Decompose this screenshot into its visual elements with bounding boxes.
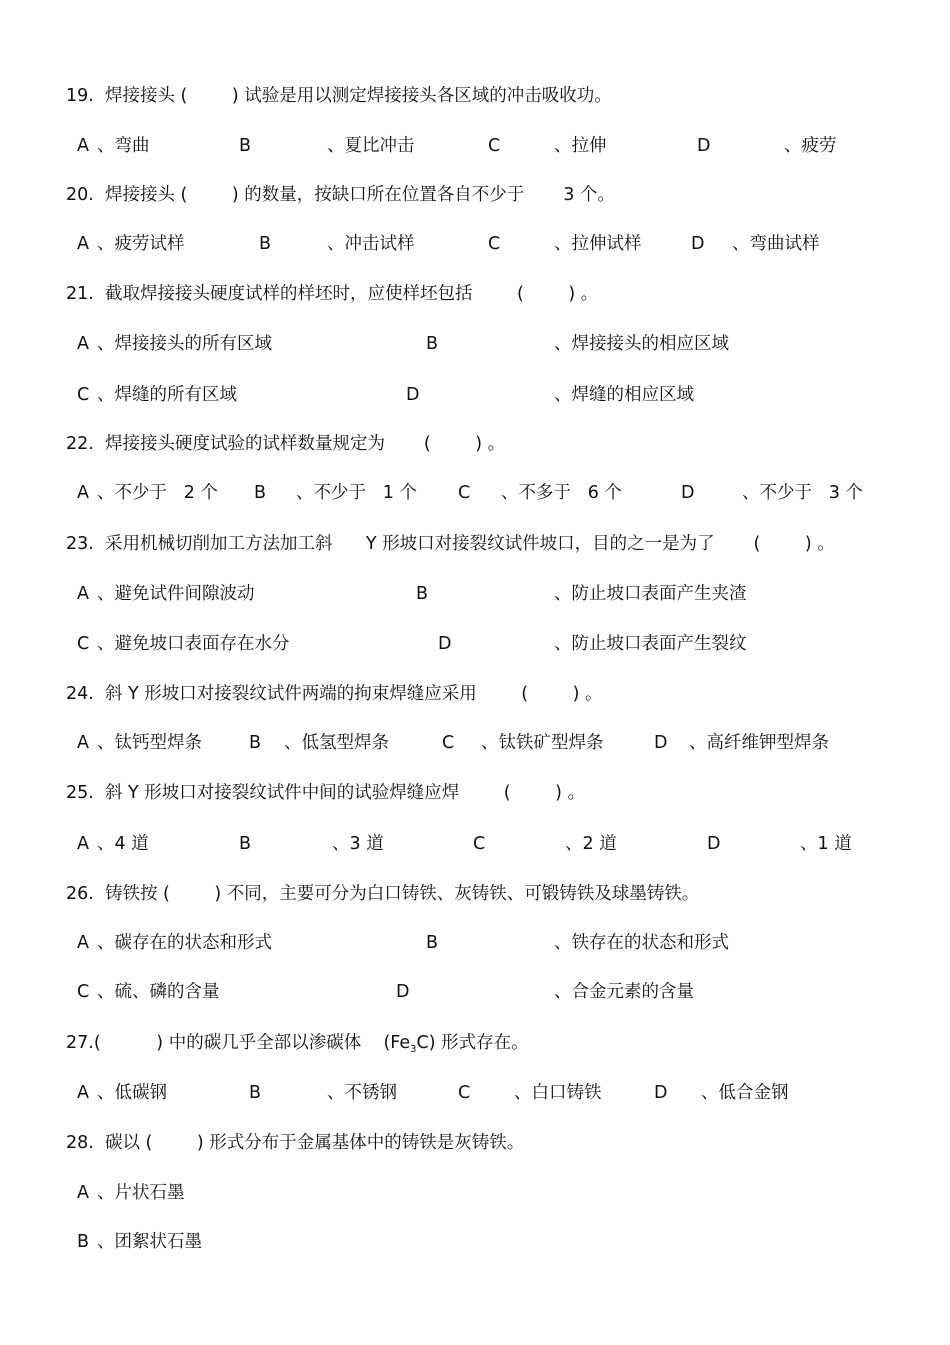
option-b-text: 、防止坡口表面产生夹渣 <box>554 584 747 604</box>
question-stem: 斜 Y 形坡口对接裂纹试件两端的拘束焊缝应采用 ( ) 。 <box>104 684 603 704</box>
option-a-text: 、碳存在的状态和形式 <box>97 933 272 953</box>
question-number: 22. <box>66 434 94 454</box>
option-b-text: 、焊接接头的相应区域 <box>554 334 729 354</box>
option-a-letter: A <box>77 834 89 854</box>
question-stem: 碳以 ( ) 形式分布于金属基体中的铸铁是灰铸铁。 <box>104 1133 525 1153</box>
option-c-text: 、避免坡口表面存在水分 <box>97 634 290 654</box>
option-b-letter: B <box>426 933 439 953</box>
option-a-letter: A <box>77 1183 89 1203</box>
option-d-letter: D <box>406 385 420 405</box>
option-d-letter: D <box>396 982 410 1002</box>
option-c-text: 、白口铸铁 <box>514 1083 602 1103</box>
question-number: 20. <box>66 185 94 205</box>
option-a-text: 、焊接接头的所有区域 <box>97 334 272 354</box>
option-c-text: 、不多于 6 个 <box>501 483 622 503</box>
question-25 <box>66 781 585 805</box>
question-26 <box>66 882 699 906</box>
option-c-text: 、焊缝的所有区域 <box>97 385 237 405</box>
question-number: 24. <box>66 684 94 704</box>
option-d-letter: D <box>697 136 711 156</box>
question-number: 19. <box>66 86 94 106</box>
question-28 <box>66 1131 524 1155</box>
option-d-letter: D <box>654 733 668 753</box>
option-b-text: 、铁存在的状态和形式 <box>554 933 729 953</box>
option-a-text: 、低碳钢 <box>97 1083 167 1103</box>
option-c-text: 、拉伸 <box>554 136 607 156</box>
option-d-text: 、焊缝的相应区域 <box>554 385 694 405</box>
question-stem: ( ) 中的碳几乎全部以渗碳体 (Fe <box>93 1033 411 1053</box>
question-24 <box>66 682 603 706</box>
question-number: 26. <box>66 884 94 904</box>
option-b-letter: B <box>77 1232 90 1252</box>
option-b-letter: B <box>254 483 267 503</box>
option-c-letter: C <box>488 136 501 156</box>
question-number: 23. <box>66 534 94 554</box>
option-a-text: 、弯曲 <box>97 136 150 156</box>
option-c-text: 、硫、磷的含量 <box>97 982 220 1002</box>
option-a-letter: A <box>77 136 89 156</box>
option-b-letter: B <box>249 733 262 753</box>
question-stem: 铸铁按 ( ) 不同，主要可分为白口铸铁、灰铸铁、可锻铸铁及球墨铸铁。 <box>104 884 700 904</box>
option-a-text: 、避免试件间隙波动 <box>97 584 255 604</box>
option-a-letter: A <box>77 933 89 953</box>
question-stem: 截取焊接接头硬度试样的样坯时，应使样坯包括 ( ) 。 <box>104 284 599 304</box>
option-c-letter: C <box>77 634 90 654</box>
option-c-letter: C <box>473 834 486 854</box>
question-number: 25. <box>66 783 94 803</box>
question-stem-end: C) 形式存在。 <box>416 1033 529 1053</box>
option-b-letter: B <box>426 334 439 354</box>
option-a-text: 、疲劳试样 <box>97 234 185 254</box>
option-a-letter: A <box>77 483 89 503</box>
option-c-letter: C <box>77 982 90 1002</box>
option-d-text: 、高纤维钾型焊条 <box>689 733 829 753</box>
question-stem: 采用机械切削加工方法加工斜 Y 形坡口对接裂纹试件坡口，目的之一是为了 ( ) 。 <box>104 534 835 554</box>
option-d-text: 、不少于 3 个 <box>742 483 863 503</box>
option-c-letter: C <box>458 483 471 503</box>
question-19 <box>66 84 612 108</box>
option-d-letter: D <box>691 234 705 254</box>
option-d-letter: D <box>707 834 721 854</box>
question-stem: 斜 Y 形坡口对接裂纹试件中间的试验焊缝应焊 ( ) 。 <box>104 783 586 803</box>
option-b-text: 、不少于 1 个 <box>296 483 417 503</box>
option-c-letter: C <box>458 1083 471 1103</box>
question-number: 28. <box>66 1133 94 1153</box>
option-b-letter: B <box>259 234 272 254</box>
option-a-letter: A <box>77 1083 89 1103</box>
option-a-text: 、片状石墨 <box>97 1183 185 1203</box>
option-c-letter: C <box>488 234 501 254</box>
question-number: 27. <box>66 1033 94 1053</box>
option-b-letter: B <box>239 834 252 854</box>
option-b-text: 、冲击试样 <box>327 234 415 254</box>
question-22 <box>66 432 505 456</box>
question-21 <box>66 282 598 306</box>
option-d-text: 、低合金钢 <box>701 1083 789 1103</box>
option-d-text: 、合金元素的含量 <box>554 982 694 1002</box>
option-a-text: 、不少于 2 个 <box>97 483 218 503</box>
subscript: 3 <box>410 1044 417 1055</box>
option-a-letter: A <box>77 234 89 254</box>
option-b-letter: B <box>249 1083 262 1103</box>
option-a-text: 、4 道 <box>97 834 149 854</box>
option-d-text: 、弯曲试样 <box>732 234 820 254</box>
option-d-text: 、1 道 <box>800 834 852 854</box>
option-a-text: 、钛钙型焊条 <box>97 733 202 753</box>
option-d-letter: D <box>654 1083 668 1103</box>
option-b-text: 、团絮状石墨 <box>97 1232 202 1252</box>
question-27 <box>66 1031 529 1062</box>
option-a-letter: A <box>77 733 89 753</box>
question-number: 21. <box>66 284 94 304</box>
question-stem: 焊接接头硬度试验的试样数量规定为 ( ) 。 <box>104 434 506 454</box>
option-b-text: 、夏比冲击 <box>327 136 415 156</box>
question-stem: 焊接接头 ( ) 试验是用以测定焊接接头各区域的冲击吸收功。 <box>104 86 612 106</box>
option-b-text: 、3 道 <box>332 834 384 854</box>
option-c-letter: C <box>77 385 90 405</box>
option-b-letter: B <box>239 136 252 156</box>
option-b-text: 、低氢型焊条 <box>284 733 389 753</box>
question-20 <box>66 183 615 207</box>
option-c-text: 、拉伸试样 <box>554 234 642 254</box>
option-c-text: 、2 道 <box>565 834 617 854</box>
question-23 <box>66 532 835 556</box>
option-d-text: 、疲劳 <box>784 136 837 156</box>
option-b-text: 、不锈钢 <box>327 1083 397 1103</box>
option-d-letter: D <box>681 483 695 503</box>
question-stem: 焊接接头 ( ) 的数量，按缺口所在位置各自不少于 3 个。 <box>104 185 615 205</box>
option-a-letter: A <box>77 334 89 354</box>
option-b-letter: B <box>416 584 429 604</box>
option-a-letter: A <box>77 584 89 604</box>
option-c-letter: C <box>442 733 455 753</box>
option-d-text: 、防止坡口表面产生裂纹 <box>554 634 747 654</box>
option-d-letter: D <box>438 634 452 654</box>
option-c-text: 、钛铁矿型焊条 <box>481 733 604 753</box>
